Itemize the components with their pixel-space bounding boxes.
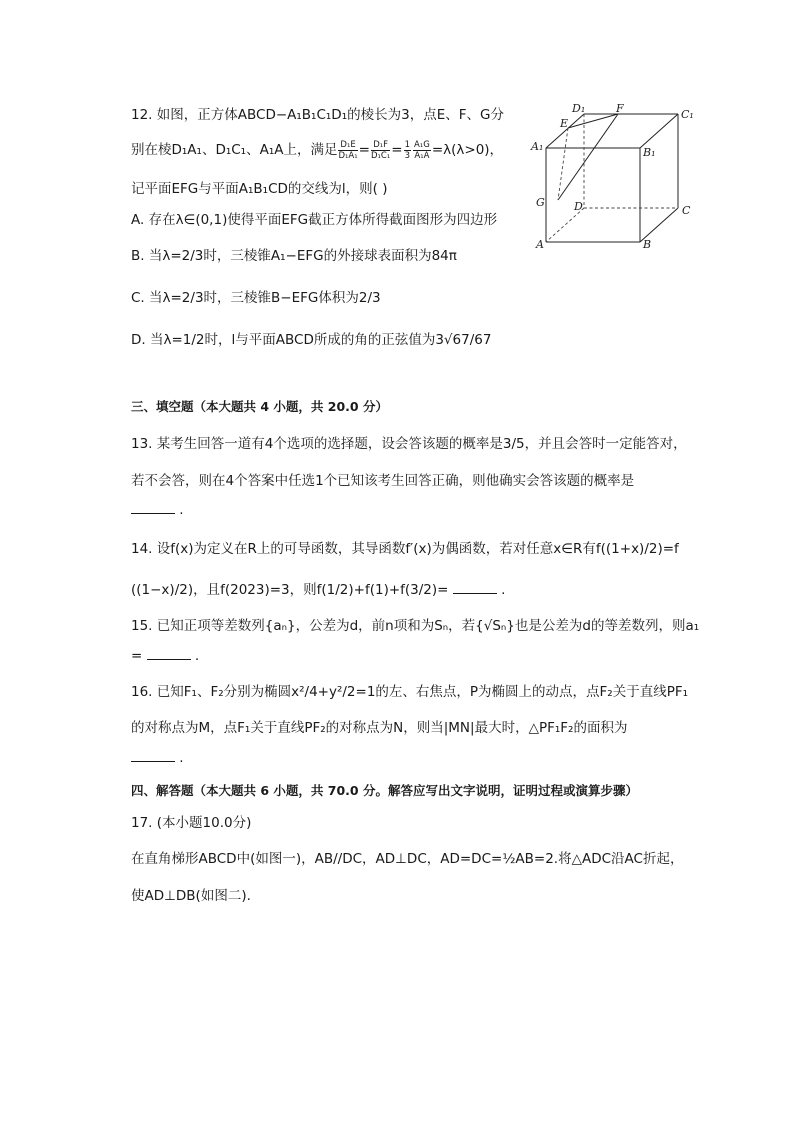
q12-frac3: $\frac{\text{A₁G}}{\text{A₁A}}$: [414, 139, 430, 161]
section-4-heading: 四、解答题（本大题共 6 小题，共 70.0 分。解答应写出文字说明，证明过程或演算步骤）: [131, 783, 638, 798]
q12-line2-tail: =λ(λ>0)，: [431, 142, 504, 158]
q12-frac3-coef: $\frac{1}{3}$: [404, 139, 411, 161]
q12-line1: 12. 如图，正方体ABCD−A₁B₁C₁D₁的棱长为3，点E、F、G分: [131, 107, 504, 123]
q12-option-c: C. 当λ=2/3时，三棱锥B−EFG体积为2/3: [131, 290, 381, 306]
label-B: B: [643, 238, 652, 250]
q16-line2: 的对称点为M，点F₁关于直线PF₂的对称点为N，则当|MN|最大时，△PF₁F₂的面积为: [131, 720, 628, 736]
q12-line2-text: 别在棱D₁A₁、D₁C₁、A₁A上，满足: [131, 142, 338, 158]
q13-line1: 13. 某考生回答一道有4个选项的选择题，设会答该题的概率是3/5，并且会答时一定能答对，: [131, 436, 687, 452]
label-D: D: [574, 200, 583, 213]
label-B1: B₁: [643, 146, 656, 159]
label-A: A: [536, 238, 544, 250]
label-D1: D₁: [572, 102, 586, 115]
q15-answer-blank[interactable]: [147, 647, 191, 660]
q12-option-b: B. 当λ=2/3时，三棱锥A₁−EFG的外接球表面积为84π: [131, 248, 457, 264]
q12-line3: 记平面EFG与平面A₁B₁CD的交线为l，则( ): [131, 181, 388, 197]
q15-line2: [131, 647, 199, 664]
q13-line2: 若不会答，则在4个答案中任选1个已知该考生回答正确，则他确实会答该题的概率是: [131, 473, 635, 489]
q14-answer-blank[interactable]: [453, 581, 497, 594]
q15-line1: 15. 已知正项等差数列{aₙ}，公差为d，前n项和为Sₙ，若{√Sₙ}也是公差为d的等差数列，则a₁: [131, 618, 700, 634]
q13-period: .: [179, 502, 184, 518]
label-G: G: [536, 196, 545, 209]
section-3-heading: 三、填空题（本大题共 4 小题，共 20.0 分）: [131, 399, 388, 414]
q16-line3: [131, 749, 184, 766]
cube-figure: [528, 100, 708, 250]
q12-frac2: $\frac{\text{D₁F}}{\text{D₁C₁}}$: [370, 139, 391, 161]
q13-answer-blank[interactable]: [131, 501, 175, 514]
q14-line1: 14. 设f(x)为定义在R上的可导函数，其导函数f′(x)为偶函数，若对任意x∈R有f((1+x)/2)=f: [131, 541, 679, 557]
q15-period: .: [194, 648, 200, 664]
q17-line1: 17. (本小题10.0分): [131, 815, 252, 831]
q14-line2: [131, 578, 505, 598]
q16-period: .: [179, 750, 184, 766]
q17-line3: 使AD⊥DB(如图二).: [131, 888, 251, 904]
label-F: F: [616, 102, 624, 115]
q14-period: .: [501, 582, 506, 598]
q12-option-d: D. 当λ=1/2时，l与平面ABCD所成的角的正弦值为3√67/67: [131, 332, 492, 348]
q16-line1: 16. 已知F₁、F₂分别为椭圆x²/4+y²/2=1的左、右焦点，P为椭圆上的动点，点F₂关于直线PF₁: [131, 684, 689, 700]
q14-line2-text: ((1−x)/2)，且f(2023)=3，则f(1/2)+f(1)+f(3/2)=: [131, 582, 449, 598]
q12-option-a: A. 存在λ∈(0,1)使得平面EFG截正方体所得截面图形为四边形: [131, 212, 498, 228]
q13-line3: [131, 501, 184, 518]
q16-answer-blank[interactable]: [131, 749, 175, 762]
q12-frac1: $\frac{\text{D₁E}}{\text{D₁A₁}}$: [338, 139, 358, 161]
label-A1: A₁: [531, 140, 544, 153]
q12-line2: 别在棱D₁A₁、D₁C₁、A₁A上，满足 $\frac{\text{D₁E}}{\text{D₁A₁}}$ = $\frac{\text{D₁F}}{\text{D₁C₁}}$ = $\frac{1}{3}$ $\frac{\text{A₁G}}{\text{A₁A}}$ =λ(λ>0)，: [131, 139, 504, 161]
q15-equals: =: [131, 648, 143, 664]
label-C: C: [682, 204, 691, 217]
q17-line2: 在直角梯形ABCD中(如图一)，AB//DC，AD⊥DC，AD=DC=½AB=2.将△ADC沿AC折起，: [131, 851, 684, 867]
label-E: E: [560, 117, 569, 130]
label-C1: C₁: [681, 108, 694, 121]
